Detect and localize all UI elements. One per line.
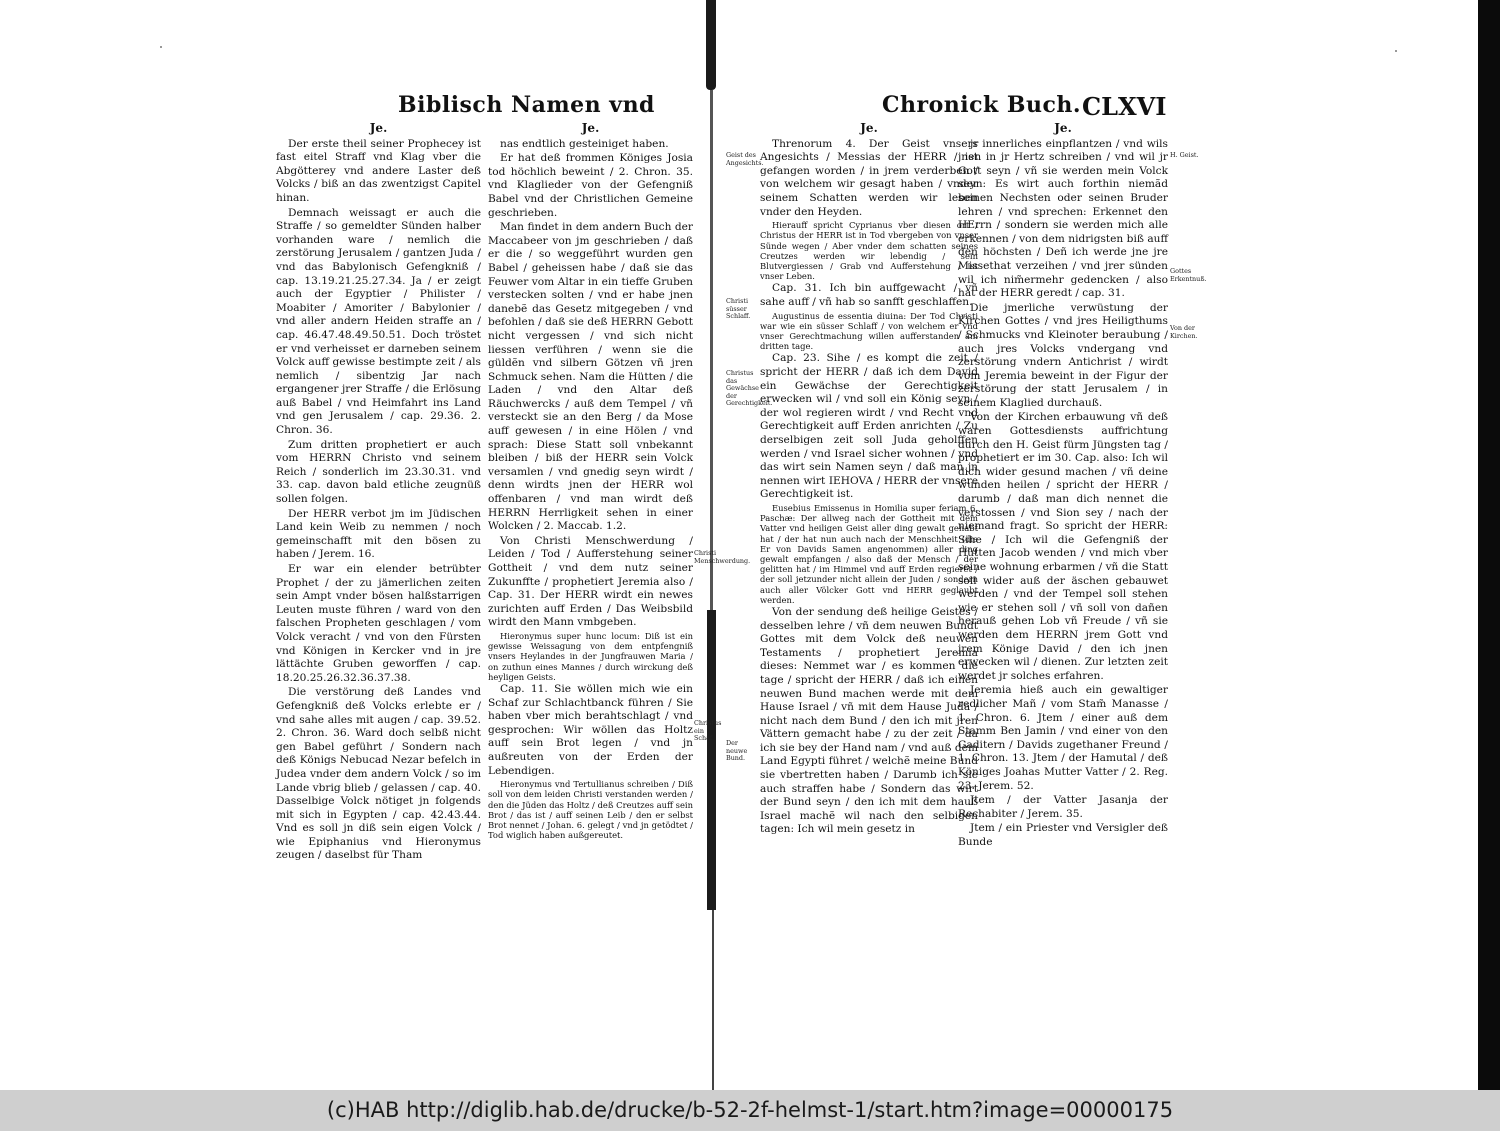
margin-note: Christus ein Schaf.	[694, 719, 722, 743]
margin-note: Christi Menschwerdung.	[694, 549, 751, 565]
left-column-1	[276, 122, 481, 864]
paragraph: Threnorum 4. Der Geist vnsers Angesichts / Messias der HERR / ist gefangen worden / in jrem verderben / von welchem wir gesagt haben / vnder seinem Schatten werden wir leben vnder den Heyden.	[760, 137, 978, 218]
margin-note: Gottes Erkentnuß.	[1170, 267, 1207, 283]
source-credit-bar: (c)HAB http://diglib.hab.de/drucke/b-52-2f-helmst-1/start.htm?image=00000175	[0, 1090, 1500, 1131]
binding-fold-base	[712, 910, 714, 1090]
citation-paragraph: Eusebius Emissenus in Homilia super feriam 6. Paschæ: Der allweg nach der Gottheit mit dem Vatter vnd heiligen Geist aller ding gewalt gehabt hat / der hat nun auch nach der Menschheit (die Er von Davids Samen angenommen) aller ding gewalt empfangen / also daß der Mensch / der gelitten hat / im Himmel vnd auff Erden regieret / der soll jetzunder nicht allein der Juden / sondern auch aller Völcker Gott vnd HERR geglaubt werden.	[760, 502, 978, 605]
paragraph: Jeremia hieß auch ein gewaltiger redlicher Mañ / vom Stam̃ Manasse / 1. Chron. 6. Jtem / einer auß dem Stamm Ben Jamin / vnd einer von den Gaditern / Davids zugethaner Freund / 1. Chron. 13. Jtem / der Hamutal / deß Königes Joahas Mutter Vatter / 2. Reg. 23. Jerem. 52.	[958, 684, 1168, 792]
paragraph: Der HERR verbot jm im Jüdischen Land kein Weib zu nemmen / noch gemeinschafft mit den bösen zu haben / Jerem. 16.	[276, 507, 481, 561]
paragraph: jr innerliches einpflantzen / vnd wils jnen in jr Hertz schreiben / vnd wil jr Gott seyn / vñ sie werden mein Volck seyn: Es wirt auch forthin niemãd seinen Nechsten oder seinen Bruder lehren / vnd sprechen: Erkennet den HErrn / sondern sie werden mich alle erkennen / von dem nidrigsten biß auff den höchsten / Deñ ich werde jne jre Missethat verzeihen / vnd jrer sünden wil ich nim̃ermehr gedencken / also hat der HERR geredt / cap. 31.	[958, 137, 1168, 300]
paragraph: Cap. 11. Sie wöllen mich wie ein Schaf zur Schlachtbanck führen / Sie haben vber mich berahtschlagt / vnd gesprochen: Wir wöllen das Holtz auff sein Brot legen / vnd jn außreuten von der Erden der Lebendigen.	[488, 682, 693, 777]
citation-paragraph: Hierauff spricht Cyprianus vber diesen ort / Christus der HERR ist in Tod vbergeben von vnser Sünde wegen / Aber vnder dem schatten seines Creutzes werden wir lebendig / sein Blutvergiessen / Grab vnd Aufferstehung / ist vnser Leben.	[760, 220, 978, 282]
paragraph: Zum dritten prophetiert er auch vom HERRN Christo vnd seinem Reich / sonderlich im 23.30.31. vnd 33. cap. davon bald etliche zeugnüß sollen folgen.	[276, 438, 481, 506]
paragraph: Von der sendung deß heilige Geistes / desselben lehre / vñ dem neuwen Bundt Gottes mit dem Volck deß neuwen Testaments / prophetiert Jeremia dieses: Nemmet war / es kommen die tage / spricht der HERR / daß ich einen neuwen Bund machen werde mit dem Hause Israel / vñ mit dem Hause Juda / nicht nach dem Bund / den ich mit jren Vättern gemacht habe / zu der zeit / da ich sie bey der Hand nam / vnd auß dem Land Egypti führet / welchẽ meine Bund sie vbertretten haben / Darumb ich sie auch straffen habe / Sondern das wirt der Bund seyn / den ich mit dem hauß Israel machẽ wil nach den selbigen tagen: Ich wil mein gesetz in	[760, 605, 978, 836]
paragraph: nas endtlich gesteiniget haben.	[500, 137, 669, 150]
paragraph: Von Christi Menschwerdung / Leiden / Tod / Aufferstehung seiner Gottheit / vnd dem nutz seiner Zukunffte / prophetiert Jeremia also / Cap. 31. Der HERR wirdt ein newes zurichten auff Erden / Das Weibsbild wirdt den Mann vmbgeben.	[488, 534, 693, 629]
right-running-head: Chronick Buch.	[882, 92, 1082, 118]
paragraph: Die verstörung deß Landes vnd Gefengkniß deß Volcks erlebte er / vnd sahe alles mit augen / cap. 39.52. 2. Chron. 36. Ward doch selbß nicht gen Babel geführt / Sondern nach deß Königs Nebucad Nezar befelch in Judea vnder dem andern Volck / so im Lande vbrig blieb / gelassen / cap. 40. Dasselbige Volck nötiget jn folgends mit sich in Egypten / cap. 42.43.44. Vnd es soll jn diß sein eigen Volck / wie Epiphanius vnd Hieronymus zeugen / daselbst für Tham	[276, 686, 481, 862]
paragraph: Man findet in dem andern Buch der Maccabeer von jm geschrieben / daß er die / so weggeführt wurden gen Babel / geheissen habe / daß sie das Feuwer vom Altar in ein tieffe Gruben verstecken solten / vnd er habe jnen danebẽ das Gesetz mitgegeben / vnd befohlen / daß sie deß HERRN Gebott nicht vergessen / vnd sich nicht liessen verführen / wenn sie die güldẽn vnd silbern Götzen vñ jren Schmuck sehen. Nam die Hütten / die Laden / vnd den Altar deß Räuchwercks / auß dem Tempel / vñ versteckt sie an den Berg / da Mose auff gewesen / in eine Hölen / vnd sprach: Diese Statt soll vnbekannt bleiben / biß der HERR sein Volck versamlen / vnd gnedig seyn wirdt / denn wirdts jnen der HERR wol offenbaren / vnd man wirdt deß HERRN Herrligkeit sehen in einer Wolcken / 2. Maccab. 1.2.	[488, 221, 693, 533]
right-column-1	[760, 122, 978, 838]
column-heading: Je.	[1054, 121, 1072, 135]
margin-note: Von der Kirchen.	[1170, 324, 1198, 340]
paragraph: Jtem / ein Priester vnd Versigler deß Bunde	[958, 822, 1168, 848]
paragraph: Der erste theil seiner Prophecey ist fast eitel Straff vnd Klag vber die Abgötterey vnd andere Laster deß Volcks / biß an das zwentzigst Capitel hinan.	[276, 137, 481, 204]
binding-shadow-bottom	[707, 610, 716, 910]
binding-shadow-top	[706, 0, 716, 90]
column-heading: Je.	[860, 121, 878, 135]
folio-number: CLXVI	[1082, 92, 1167, 121]
print-speck	[1395, 50, 1397, 52]
column-heading: Je.	[581, 121, 600, 135]
citation-paragraph: Hieronymus super hunc locum: Diß ist ein gewisse Weissagung von dem entpfengniß vnsers Heylandes in der Jungfrauwen Maria / on zuthun eines Mannes / durch wirckung deß heyligen Geists.	[488, 630, 693, 682]
page-edge-shadow	[1478, 0, 1500, 1090]
margin-note: Christi süsser Schlaff.	[726, 297, 751, 321]
citation-paragraph: Augustinus de essentia diuina: Der Tod Christi war wie ein süsser Schlaff / von welchem er vnd vnser Gerechtmachung willen aufferstanden am dritten tage.	[760, 310, 978, 352]
print-speck	[160, 46, 162, 48]
margin-note: H. Geist.	[1170, 151, 1199, 159]
paragraph: Jtem / der Vatter Jasanja der Rechabiter / Jerem. 35.	[958, 794, 1168, 820]
column-heading: Je.	[369, 121, 388, 135]
margin-note: Christus das Gewächse der Gerechtigkeit.	[726, 369, 773, 408]
paragraph: Von der Kirchen erbauwung vñ deß waren Gottesdiensts auffrichtung durch den H. Geist fürm Jüngsten tag / prophetiert er im 30. Cap. also: Ich wil dich wider gesund machen / vñ deine wunden heilen / spricht der HERR / darumb / daß man dich nennet die verstossen / vnd Sion sey / nach der niemand fragt. So spricht der HERR: Sihe / Ich wil die Gefengniß der Hütten Jacob wenden / vnd mich vber seine wohnung erbarmen / vñ die Statt soll wider auß der äschen gebauwet werden / vnd der Tempel soll stehen wie er stehen soll / vñ soll von dañen herauß gehen Lob vñ Freude / vñ sie werden dem HERRN jrem Gott vnd jrem Könige David / den ich jnen erwecken wil / dienen. Zur letzten zeit werdet jr solches erfahren.	[958, 411, 1168, 682]
paragraph: Die jmerliche verwüstung der Kirchen Gottes / vnd jres Heiligthums / Schmucks vnd Kleinoter beraubung / auch jres Volcks vndergang vnd zerstörung vndern Antichrist / wirdt vom Jeremia beweint in der Figur der zerstörung der statt Jerusalem / in seinem Klaglied durchauß.	[958, 301, 1168, 409]
left-running-head: Biblisch Namen vnd	[398, 92, 655, 118]
book-gutter	[700, 0, 724, 1090]
right-column-2	[958, 122, 1168, 850]
margin-note: Geist des Angesichts.	[726, 151, 764, 167]
left-column-2	[488, 122, 693, 841]
margin-note: Der neuwe Bund.	[726, 739, 748, 763]
paragraph: Er war ein elender betrübter Prophet / der zu jämerlichen zeiten sein Ampt vnder bösen halßstarrigen Leuten muste führen / ward von den falschen Propheten geschlagen / vom Volck veracht / vnd von den Fürsten vnd Königen in Kercker vnd in jre lättächte Gruben geworffen / cap. 18.20.25.26.32.36.37.38.	[276, 563, 481, 684]
binding-fold-line	[710, 90, 713, 610]
paragraph: Cap. 23. Sihe / es kompt die zeit / spricht der HERR / daß ich dem David ein Gewächse der Gerechtigkeit erwecken wil / vnd soll ein König seyn / der wol regieren wirdt / vnd Recht vnd Gerechtigkeit auff Erden anrichten / Zu derselbigen zeit soll Juda geholffen werden / vnd Israel sicher wohnen / vnd das wirt sein Namen seyn / daß man jn nennen wirt IEHOVA / HERR der vnsere Gerechtigkeit ist.	[760, 352, 978, 501]
citation-paragraph: Hieronymus vnd Tertullianus schreiben / Diß soll von dem leiden Christi verstanden werden / den die Jüden das Holtz / deß Creutzes auff sein Brot / das ist / auff seinen Leib / den er selbst Brot nennet / Johan. 6. gelegt / vnd jn getödtet / Tod wiglich haben außgereutet.	[488, 779, 693, 841]
paragraph: Demnach weissagt er auch die Straffe / so gemeldter Sünden halber vorhanden ware / nemlich die zerstörung Jerusalem / gantzen Juda / vnd das Babylonisch Gefengkniß / cap. 13.19.21.25.27.34. Ja / er zeigt auch der Egyptier / Philister / Moabiter / Amoriter / Babylonier / vnd aller andern Heiden straffe an / cap. 46.47.48.49.50.51. Doch tröstet er vnd verheisset er darneben seinem Volck auff gewisse bestimpte zeit / als nemlich / sibentzig Jar nach ergangener jrer Straffe / die Erlösung auß Babel / vnd Heimfahrt ins Land vnd gen Jerusalem / cap. 29.36. 2. Chron. 36.	[276, 206, 481, 437]
paragraph: Cap. 31. Ich bin auffgewacht / vñ sahe auff / vñ hab so sanfft geschlaffen.	[760, 282, 978, 308]
paragraph: Er hat deß frommen Königes Josia tod höchlich beweint / 2. Chron. 35. vnd Klaglieder von der Gefengniß Babel vnd der Christlichen Gemeine geschrieben.	[488, 152, 693, 219]
